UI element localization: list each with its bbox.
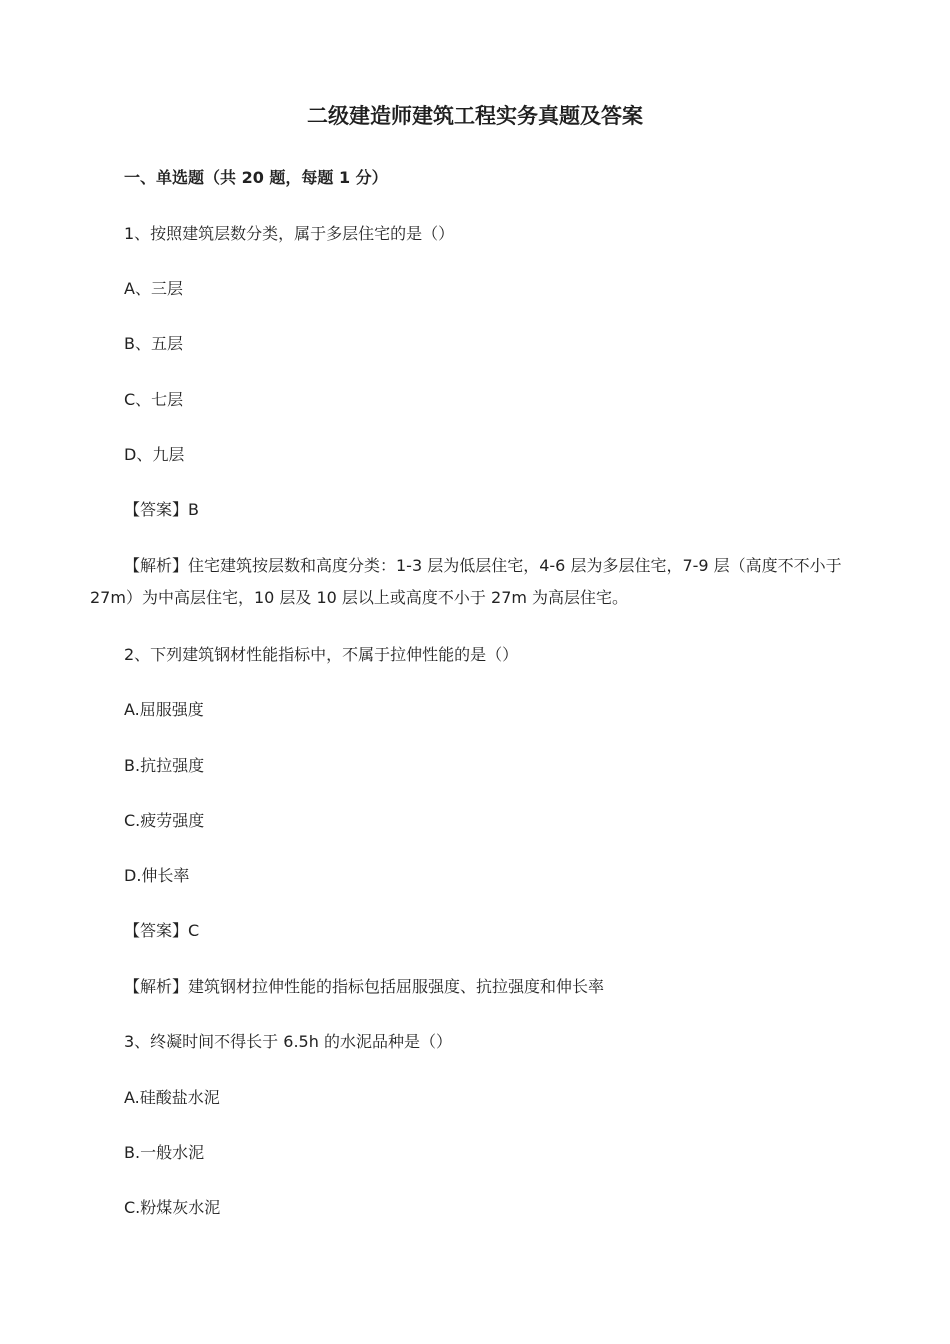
question-1-analysis: 【解析】住宅建筑按层数和高度分类：1-3 层为低层住宅，4-6 层为多层住宅，7-9 层（高度不不小于 27m）为中高层住宅，10 层及 10 层以上或高度不小于 27m 为高层住宅。 (90, 556, 842, 607)
question-2-option-d: D.伸长率 (124, 866, 190, 885)
question-1-option-b: B、五层 (124, 334, 183, 353)
question-2-answer: 【答案】C (124, 921, 200, 940)
question-2-option-b: B.抗拉强度 (124, 756, 205, 775)
question-2-option-c: C.疲劳强度 (124, 811, 205, 830)
question-2-stem: 2、下列建筑钢材性能指标中，不属于拉伸性能的是（） (124, 645, 519, 664)
question-3-option-a: A.硅酸盐水泥 (124, 1088, 220, 1107)
question-1-option-a: A、三层 (124, 279, 183, 298)
question-3-option-b: B.一般水泥 (124, 1143, 205, 1162)
question-3-option-c: C.粉煤灰水泥 (124, 1198, 221, 1217)
question-2-option-a: A.屈服强度 (124, 700, 204, 719)
question-2-analysis: 【解析】建筑钢材拉伸性能的指标包括屈服强度、抗拉强度和伸长率 (124, 977, 605, 996)
question-1-option-c: C、七层 (124, 390, 184, 409)
document-title: 二级建造师建筑工程实务真题及答案 (307, 104, 643, 128)
question-1-option-d: D、九层 (124, 445, 185, 464)
section-heading: 一、单选题（共 20 题，每题 1 分） (124, 168, 388, 187)
question-1-stem: 1、按照建筑层数分类，属于多层住宅的是（） (124, 224, 455, 243)
question-3-stem: 3、终凝时间不得长于 6.5h 的水泥品种是（） (124, 1032, 452, 1051)
question-1-answer: 【答案】B (124, 500, 199, 519)
